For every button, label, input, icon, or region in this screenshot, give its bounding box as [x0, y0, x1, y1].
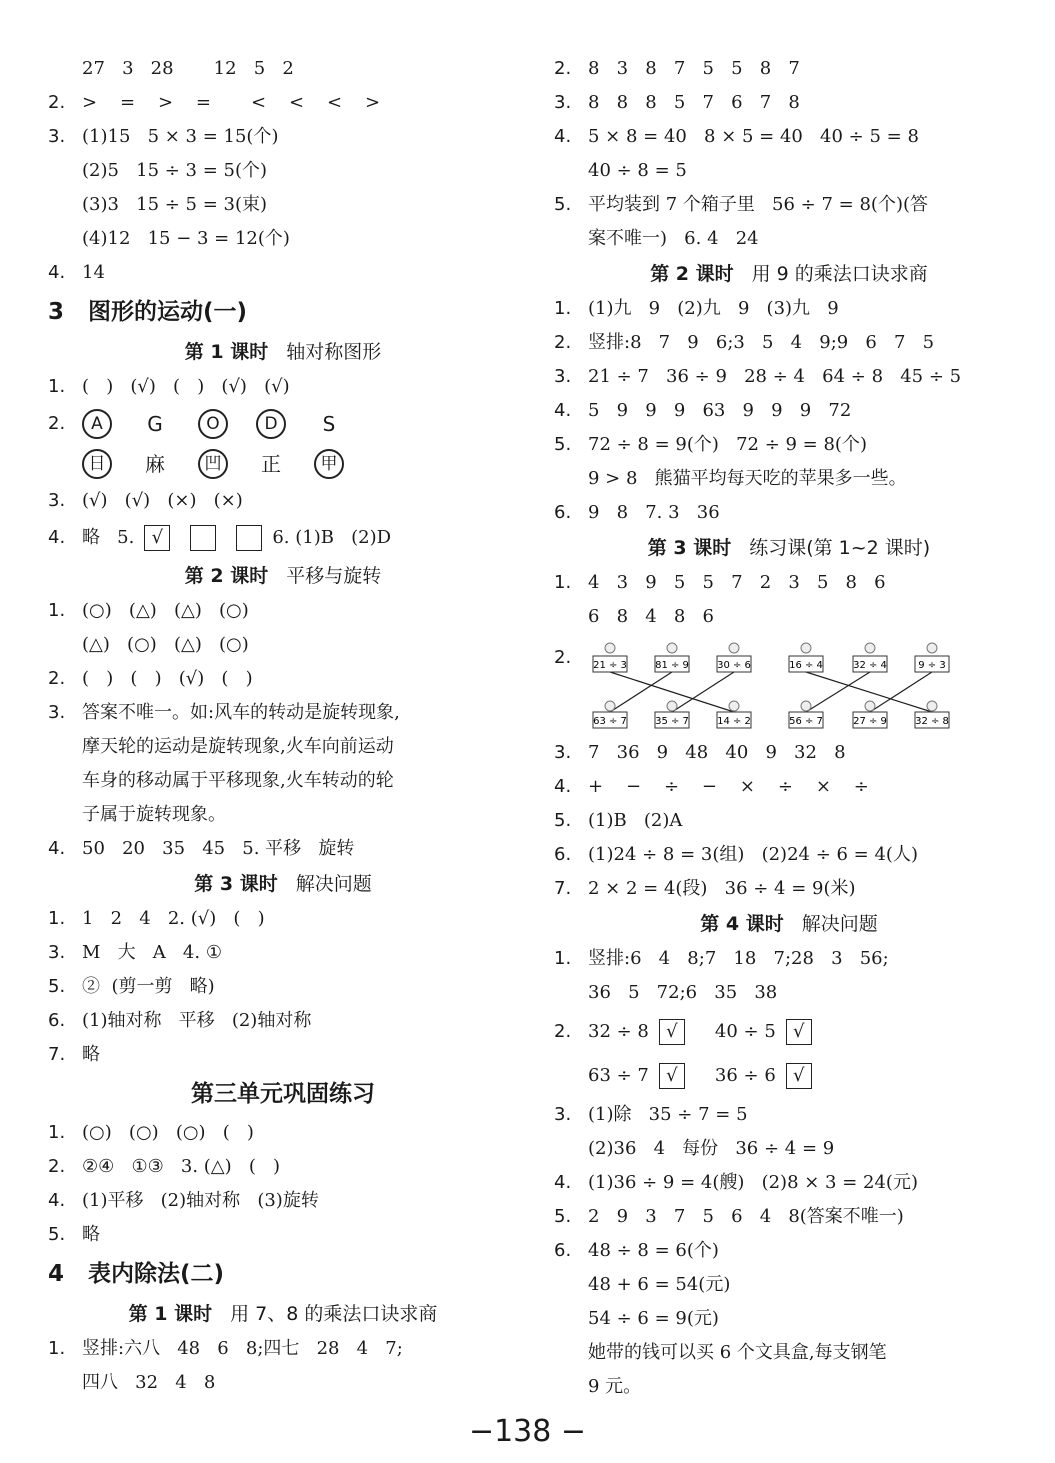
answer-line: [48, 1218, 518, 1252]
question-number: 2.: [48, 668, 66, 689]
answer-line: (4)12 15 − 3 = 12(个): [82, 228, 290, 249]
answer-line: [48, 1004, 518, 1038]
question-number: 1.: [48, 376, 66, 397]
lesson-title: 练习课(第 1~2 课时): [749, 537, 931, 559]
answer-line: [48, 696, 518, 730]
answer-line: (2)5 15 ÷ 3 = 5(个): [82, 160, 268, 181]
animal-icon: [605, 701, 615, 711]
answer-line: 48 + 6 = 54(元): [588, 1274, 731, 1295]
question-number: 3.: [48, 490, 66, 511]
question-number: 1.: [48, 908, 66, 929]
answer-line: [48, 832, 518, 866]
lesson-label: 第 3 课时: [194, 873, 278, 895]
answer-text: 32 ÷ 8: [588, 1021, 649, 1042]
bottom-expressions: [593, 701, 949, 728]
lesson-heading: [554, 530, 1024, 566]
lesson-heading: [48, 334, 518, 370]
question-number: 2.: [48, 413, 66, 434]
top-expression-label: 32 ÷ 4: [853, 660, 887, 671]
answer-line: 子属于旋转现象。: [82, 804, 226, 825]
answer-line: [554, 1166, 1024, 1200]
answer-text: (1)平移 (2)轴对称 (3)旋转: [82, 1190, 319, 1211]
lesson-heading: [48, 558, 518, 594]
character: 正: [261, 452, 281, 476]
answer-line: [48, 370, 518, 404]
letter: G: [147, 412, 163, 436]
answer-text: (1)九 9 (2)九 9 (3)九 9: [588, 298, 839, 319]
section-title: 图形的运动(一): [88, 299, 248, 325]
answer-text: (√) (√) (×) (×): [82, 490, 243, 511]
question-number: 2.: [554, 58, 572, 79]
answer-line: 9 元。: [588, 1376, 642, 1397]
answer-text: ( ) ( ) (√) ( ): [82, 668, 253, 689]
question-number: 2.: [48, 1156, 66, 1177]
checked-box: √: [786, 1019, 812, 1045]
answer-text: 63 ÷ 7: [588, 1065, 649, 1086]
circled-character: 凹: [198, 449, 228, 479]
top-expression-label: 16 ÷ 4: [789, 660, 823, 671]
answer-text: ②④ ①③ 3. (△) ( ): [82, 1156, 281, 1177]
answer-text: 竖排:8 7 9 6;3 5 4 9;9 6 7 5: [588, 332, 935, 353]
answer-text: 48 ÷ 8 = 6(个): [588, 1240, 719, 1261]
answer-text: 50 20 35 45 5. 平移 旋转: [82, 838, 355, 859]
answer-text: ( ) (√) ( ) (√) (√): [82, 376, 290, 397]
question-number: 1.: [48, 1338, 66, 1359]
answer-line: 摩天轮的运动是旋转现象,火车向前运动: [82, 736, 394, 757]
question-number: 3.: [554, 92, 572, 113]
answer-line: [554, 872, 1024, 906]
answer-line: 四八 32 4 8: [82, 1372, 216, 1393]
lesson-title: 用 9 的乘法口诀求商: [751, 263, 928, 285]
answer-line: [48, 970, 518, 1004]
circled-letter: O: [198, 409, 228, 439]
answer-text: + − ÷ − × ÷ × ÷: [588, 776, 869, 797]
answer-text: 1 2 4 2. (√) ( ): [82, 908, 265, 929]
top-expression-label: 81 ÷ 9: [655, 660, 689, 671]
answer-text: (1)36 ÷ 9 = 4(艘) (2)8 × 3 = 24(元): [588, 1172, 918, 1193]
answer-line: 她带的钱可以买 6 个文具盒,每支钢笔: [588, 1342, 887, 1363]
lesson-label: 第 1 课时: [184, 341, 269, 363]
question-number: 4.: [48, 1190, 66, 1211]
answer-text: (○) (○) (○) ( ): [82, 1122, 254, 1143]
answer-line: [48, 1332, 518, 1366]
answer-text: (1)轴对称 平移 (2)轴对称: [82, 1010, 312, 1031]
question-number: 5.: [554, 194, 572, 215]
lesson-label: 第 2 课时: [650, 263, 734, 285]
answer-line: [554, 188, 1024, 222]
matching-lines: [610, 672, 932, 712]
bottom-expression-label: 63 ÷ 7: [593, 716, 627, 727]
answer-text: 9 8 7. 3 36: [588, 502, 720, 523]
question-number: 1.: [554, 572, 572, 593]
question-number: 1.: [554, 948, 572, 969]
question-number: 4.: [554, 400, 572, 421]
question-number: 7.: [554, 878, 572, 899]
answer-line: [48, 662, 518, 696]
answer-line: [554, 1054, 1024, 1098]
answer-line: [554, 804, 1024, 838]
question-number: 5.: [554, 810, 572, 831]
unit-review-heading: 第三单元巩固练习: [191, 1081, 375, 1107]
right-column: [554, 52, 1024, 1404]
answer-line: [554, 1234, 1024, 1268]
animal-icon: [927, 701, 937, 711]
answer-text: 5 × 8 = 40 8 × 5 = 40 40 ÷ 5 = 8: [588, 126, 919, 147]
answer-line: [554, 1010, 1024, 1054]
answer-line: 36 5 72;6 35 38: [588, 982, 778, 1003]
question-number: 2.: [554, 332, 572, 353]
answer-line: 车身的移动属于平移现象,火车转动的轮: [82, 770, 394, 791]
empty-box: [236, 525, 262, 551]
question-number: 4.: [48, 838, 66, 859]
answer-text: 72 ÷ 8 = 9(个) 72 ÷ 9 = 8(个): [588, 434, 867, 455]
animal-icon: [927, 643, 937, 653]
question-number: 3.: [554, 1104, 572, 1125]
answer-text: 5 9 9 9 63 9 9 9 72: [588, 400, 852, 421]
animal-icon: [667, 643, 677, 653]
answer-text: ② (剪一剪 略): [82, 976, 215, 997]
question-number: 6.: [554, 844, 572, 865]
answer-line: [554, 326, 1024, 360]
question-number: 4.: [554, 126, 572, 147]
section-title: 表内除法(二): [88, 1261, 225, 1287]
answer-line: [554, 496, 1024, 530]
answer-line: (2)36 4 每份 36 ÷ 4 = 9: [588, 1138, 835, 1159]
answer-line: [554, 86, 1024, 120]
answer-text: > = > = < < < >: [82, 92, 381, 113]
answer-text: 竖排:六八 48 6 8;四七 28 4 7;: [82, 1338, 403, 1359]
question-number: 6.: [48, 1010, 66, 1031]
letter: S: [322, 412, 336, 436]
answer-line: [48, 936, 518, 970]
bottom-expression-label: 27 ÷ 9: [853, 716, 887, 727]
lesson-heading: [554, 906, 1024, 942]
answer-line: [48, 86, 518, 120]
lesson-label: 第 3 课时: [647, 537, 732, 559]
checked-box: √: [144, 525, 170, 551]
answer-line: [48, 1150, 518, 1184]
top-expression-label: 30 ÷ 6: [717, 660, 751, 671]
answer-text: (1)24 ÷ 8 = 3(组) (2)24 ÷ 6 = 4(人): [588, 844, 918, 865]
answer-line: 案不唯一) 6. 4 24: [588, 228, 759, 249]
answer-line: [48, 444, 518, 484]
lesson-title: 轴对称图形: [286, 341, 382, 363]
answer-text: 略: [82, 1044, 100, 1065]
answer-line: [554, 838, 1024, 872]
question-number: 5.: [48, 1224, 66, 1245]
answer-line: [48, 1038, 518, 1072]
answer-line: 40 ÷ 8 = 5: [588, 160, 687, 181]
answer-line: [554, 770, 1024, 804]
answer-line: [554, 360, 1024, 394]
answer-line: 6 8 4 8 6: [588, 606, 714, 627]
matching-diagram: [554, 634, 1024, 736]
answer-text: (○) (△) (△) (○): [82, 600, 249, 621]
question-number: 5.: [554, 434, 572, 455]
answer-text: 略: [82, 1224, 100, 1245]
bottom-expression-label: 56 ÷ 7: [789, 716, 823, 727]
answer-line: (3)3 15 ÷ 5 = 3(束): [82, 194, 268, 215]
answer-text: 竖排:6 4 8;7 18 7;28 3 56;: [588, 948, 889, 969]
lesson-label: 第 2 课时: [184, 565, 269, 587]
answer-line: [554, 1200, 1024, 1234]
animal-icon: [729, 643, 739, 653]
lesson-heading: [554, 256, 1024, 292]
answer-text: 8 3 8 7 5 5 8 7: [588, 58, 800, 79]
lesson-title: 用 7、8 的乘法口诀求商: [230, 1303, 438, 1325]
animal-icon: [865, 643, 875, 653]
answer-line: [554, 52, 1024, 86]
answer-text: 略 5.: [82, 527, 135, 548]
answer-line: [48, 594, 518, 628]
answer-text: (1)除 35 ÷ 7 = 5: [588, 1104, 748, 1125]
question-number: 3.: [48, 126, 66, 147]
animal-icon: [729, 701, 739, 711]
answer-line: [48, 1184, 518, 1218]
bottom-expression-label: 32 ÷ 8: [915, 716, 949, 727]
question-number: 4.: [554, 1172, 572, 1193]
matching-lines-figure: [588, 634, 988, 734]
question-number: 3.: [48, 702, 66, 723]
lesson-heading: [48, 1296, 518, 1332]
answer-text: 14: [82, 262, 105, 283]
lesson-title: 平移与旋转: [286, 565, 382, 587]
answer-line: [48, 902, 518, 936]
question-number: 1.: [48, 600, 66, 621]
question-number: 3.: [48, 942, 66, 963]
section-heading: [48, 290, 518, 334]
animal-icon: [605, 643, 615, 653]
answer-line: 54 ÷ 6 = 9(元): [588, 1308, 719, 1329]
lesson-title: 解决问题: [801, 913, 878, 935]
answer-text: 7 36 9 48 40 9 32 8: [588, 742, 846, 763]
answer-line: [48, 120, 518, 154]
question-number: 5.: [48, 976, 66, 997]
top-expressions: [593, 643, 949, 672]
circled-character: 日: [82, 449, 112, 479]
answer-text: 答案不唯一。如:风车的转动是旋转现象,: [82, 702, 400, 723]
answer-text: 6. (1)B (2)D: [272, 527, 392, 548]
answer-line: [554, 428, 1024, 462]
lesson-title: 解决问题: [295, 873, 372, 895]
animal-icon: [801, 643, 811, 653]
top-expression-label: 9 ÷ 3: [918, 660, 946, 671]
circled-letter: D: [256, 409, 286, 439]
answer-line: [554, 120, 1024, 154]
match-line: [610, 672, 672, 712]
question-number: 3.: [554, 742, 572, 763]
top-expression-label: 21 ÷ 3: [593, 660, 627, 671]
question-number: 1.: [48, 1122, 66, 1143]
answer-text: M 大 A 4. ①: [82, 942, 222, 963]
bottom-expression-label: 35 ÷ 7: [655, 716, 689, 727]
question-number: 3.: [554, 366, 572, 387]
answer-line: [48, 518, 518, 558]
animal-icon: [667, 701, 677, 711]
answer-line: 9 > 8 熊猫平均每天吃的苹果多一些。: [588, 468, 907, 489]
section-number: 4: [48, 1261, 65, 1287]
answer-text: 2 9 3 7 5 6 4 8(答案不唯一): [588, 1206, 904, 1227]
answer-text: (1)15 5 × 3 = 15(个): [82, 126, 279, 147]
answer-text: 4 3 9 5 5 7 2 3 5 8 6: [588, 572, 886, 593]
circled-letter: A: [82, 409, 112, 439]
answer-text: 2 × 2 = 4(段) 36 ÷ 4 = 9(米): [588, 878, 856, 899]
section-heading: [48, 1252, 518, 1296]
answer-text: (1)B (2)A: [588, 810, 683, 831]
lesson-heading: [48, 866, 518, 902]
question-number: 1.: [554, 298, 572, 319]
answer-line: [554, 942, 1024, 976]
question-number: 6.: [554, 1240, 572, 1261]
answer-line: [554, 736, 1024, 770]
checked-box: √: [659, 1063, 685, 1089]
answer-line: [554, 292, 1024, 326]
animal-icon: [865, 701, 875, 711]
question-number: 2.: [554, 647, 572, 668]
lesson-label: 第 1 课时: [128, 1303, 213, 1325]
circled-character: 甲: [314, 449, 344, 479]
match-line: [806, 672, 870, 712]
question-number: 5.: [554, 1206, 572, 1227]
question-number: 4.: [554, 776, 572, 797]
question-number: 4.: [48, 262, 66, 283]
answer-line: 27 3 28 12 5 2: [82, 58, 294, 79]
answer-text: 40 ÷ 5: [714, 1021, 776, 1042]
question-number: 6.: [554, 502, 572, 523]
match-line: [870, 672, 932, 712]
question-number: 2.: [554, 1021, 572, 1042]
checked-box: √: [659, 1019, 685, 1045]
question-number: 2.: [48, 92, 66, 113]
character: 麻: [145, 452, 165, 476]
bottom-expression-label: 14 ÷ 2: [717, 716, 751, 727]
checked-box: √: [786, 1063, 812, 1089]
page-number: −138 −: [468, 1414, 587, 1449]
lesson-label: 第 4 课时: [700, 913, 784, 935]
answer-line: [554, 566, 1024, 600]
animal-icon: [801, 701, 811, 711]
empty-box: [190, 525, 216, 551]
answer-line: [48, 1116, 518, 1150]
answer-text: 8 8 8 5 7 6 7 8: [588, 92, 800, 113]
answer-text: 21 ÷ 7 36 ÷ 9 28 ÷ 4 64 ÷ 8 45 ÷ 5: [588, 366, 962, 387]
answer-line: [48, 404, 518, 444]
left-column: [48, 52, 518, 1400]
answer-text: 36 ÷ 6: [714, 1065, 776, 1086]
answer-text: 平均装到 7 个箱子里 56 ÷ 7 = 8(个)(答: [588, 194, 928, 215]
section-number: 3: [48, 299, 65, 325]
answer-line: [554, 1098, 1024, 1132]
answer-line: [48, 256, 518, 290]
question-number: 4.: [48, 527, 66, 548]
match-line: [672, 672, 734, 712]
answer-line: (△) (○) (△) (○): [82, 634, 249, 655]
answer-line: [48, 484, 518, 518]
answer-line: [554, 394, 1024, 428]
question-number: 7.: [48, 1044, 66, 1065]
